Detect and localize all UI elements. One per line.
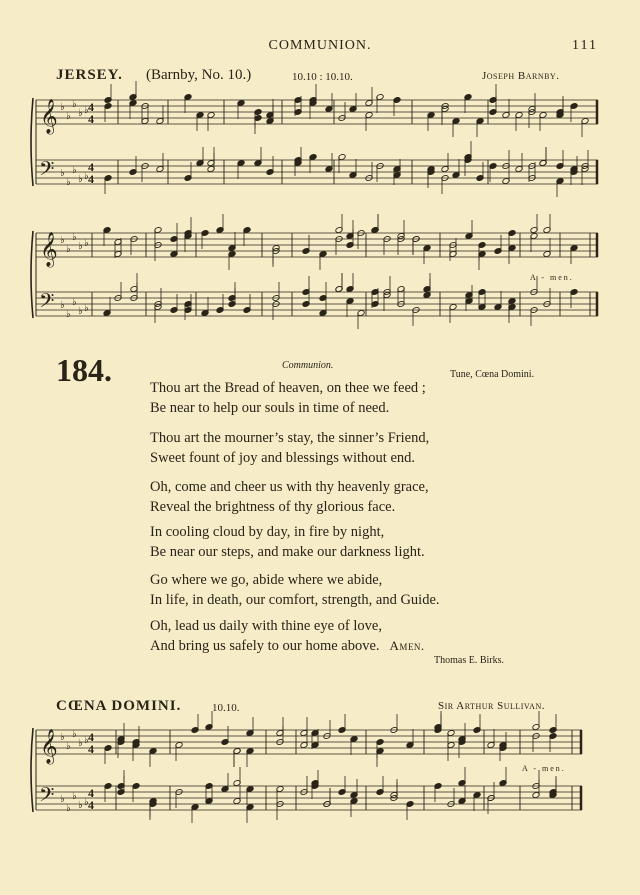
svg-text:♭: ♭	[72, 99, 77, 110]
svg-text:𝄞: 𝄞	[40, 99, 58, 134]
svg-text:4: 4	[88, 100, 94, 114]
svg-text:♭: ♭	[60, 300, 65, 311]
svg-text:♭: ♭	[84, 303, 89, 314]
svg-text:♭: ♭	[60, 794, 65, 805]
svg-text:♭: ♭	[84, 735, 89, 746]
svg-text:♭: ♭	[72, 232, 77, 243]
tune-reference: Tune, Cœna Domini.	[450, 369, 535, 380]
svg-text:♭: ♭	[78, 738, 83, 749]
svg-text:♭: ♭	[66, 111, 71, 122]
svg-text:♭: ♭	[66, 177, 71, 188]
hymn-author: Thomas E. Birks.	[434, 655, 504, 666]
svg-text:♭: ♭	[78, 108, 83, 119]
stanza	[150, 570, 440, 610]
svg-text:4: 4	[88, 798, 94, 812]
svg-text:𝄞: 𝄞	[40, 232, 58, 267]
tune-subtitle: (Barnby, No. 10.)	[146, 67, 252, 83]
verse-line: Sweet fount of joy and blessings without end.	[150, 450, 416, 466]
svg-text:♭: ♭	[78, 241, 83, 252]
svg-text:𝄞: 𝄞	[40, 729, 58, 764]
svg-text:♭: ♭	[84, 105, 89, 116]
svg-text:♭: ♭	[72, 791, 77, 802]
svg-text:4: 4	[88, 160, 94, 174]
svg-text:♭: ♭	[84, 238, 89, 249]
svg-text:♭: ♭	[60, 102, 65, 113]
svg-text:♭: ♭	[84, 797, 89, 808]
tune-composer: Sir Arthur Sullivan.	[438, 700, 545, 712]
svg-text:♭: ♭	[78, 174, 83, 185]
verse-line: Be near to help our souls in time of need.	[150, 400, 390, 416]
stanza	[150, 522, 425, 562]
svg-text:♭: ♭	[72, 165, 77, 176]
svg-text:♭: ♭	[72, 729, 77, 740]
hymn-amen: Amen.	[389, 638, 425, 653]
svg-text:4: 4	[88, 172, 94, 186]
verse-line: Thou art the Bread of heaven, on thee we feed ;	[150, 380, 426, 396]
amen-label: A - men.	[530, 273, 574, 282]
tune-name: JERSEY.	[56, 67, 123, 83]
tune-meter: 10.10.	[212, 702, 240, 714]
svg-text:𝄢: 𝄢	[39, 289, 55, 317]
tune-composer: Joseph Barnby.	[482, 70, 560, 82]
hymn-number: 184.	[56, 352, 112, 388]
verse-line: In cooling cloud by day, in fire by night,	[150, 524, 385, 540]
stanza	[150, 477, 429, 517]
stanza	[150, 378, 426, 418]
verse-line: Be near our steps, and make our darkness light.	[150, 544, 425, 560]
svg-text:♭: ♭	[78, 800, 83, 811]
verse-line: Reveal the brightness of thy glorious face.	[150, 499, 396, 515]
svg-text:♭: ♭	[66, 309, 71, 320]
svg-text:𝄢: 𝄢	[39, 783, 55, 811]
verse-line	[150, 636, 425, 656]
svg-text:♭: ♭	[66, 741, 71, 752]
svg-text:4: 4	[88, 742, 94, 756]
running-head: COMMUNION.	[268, 38, 372, 53]
svg-text:4: 4	[88, 730, 94, 744]
tune-meter: 10.10 : 10.10.	[292, 71, 353, 83]
verse-line: Oh, come and cheer us with thy heavenly grace,	[150, 479, 429, 495]
verse-line: Thou art the mourner’s stay, the sinner’s Friend,	[150, 430, 430, 446]
hymn-topic: Communion.	[282, 360, 334, 371]
svg-text:𝄢: 𝄢	[39, 157, 55, 185]
svg-text:♭: ♭	[66, 244, 71, 255]
verse-line: In life, in death, our comfort, strength, and Guide.	[150, 592, 440, 608]
verse-line: Oh, lead us daily with thine eye of love,	[150, 618, 382, 634]
amen-label: A - men.	[522, 764, 566, 773]
svg-text:♭: ♭	[60, 732, 65, 743]
svg-text:♭: ♭	[60, 168, 65, 179]
svg-text:4: 4	[88, 786, 94, 800]
svg-text:♭: ♭	[84, 171, 89, 182]
svg-text:♭: ♭	[78, 306, 83, 317]
verse-line-text: And bring us safely to our home above.	[150, 638, 380, 654]
svg-text:♭: ♭	[66, 803, 71, 814]
verse-line: Go where we go, abide where we abide,	[150, 572, 383, 588]
svg-text:♭: ♭	[72, 297, 77, 308]
stanza	[150, 616, 425, 656]
page-number: 111	[572, 38, 598, 53]
svg-text:4: 4	[88, 112, 94, 126]
stanza	[150, 428, 429, 468]
svg-text:♭: ♭	[60, 235, 65, 246]
tune-name: CŒNA DOMINI.	[56, 698, 182, 714]
